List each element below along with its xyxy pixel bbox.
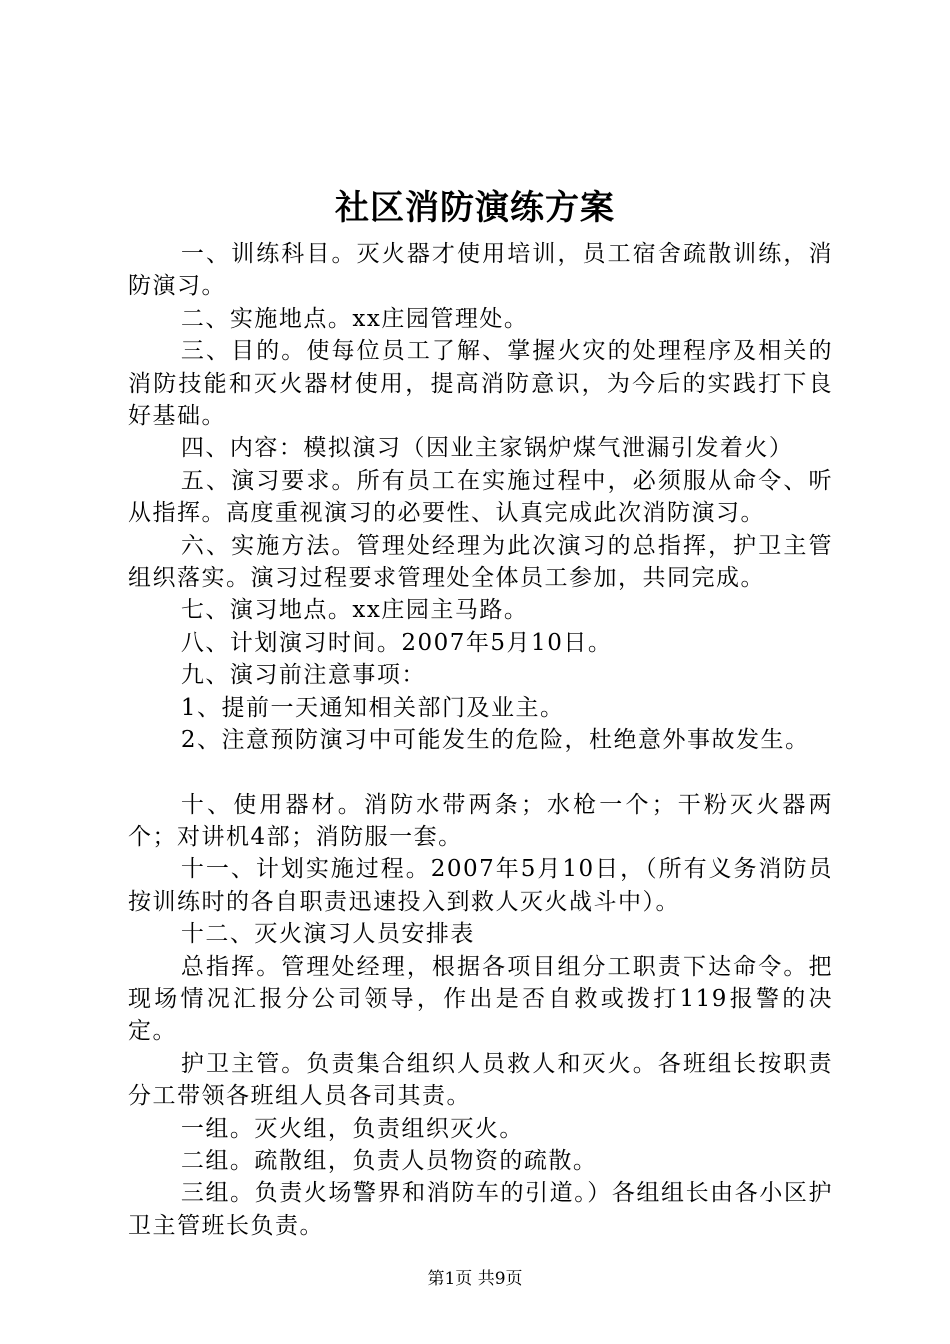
paragraph-group-three: 三组。负责火场警界和消防车的引道。）各组组长由各小区护卫主管班长负责。 xyxy=(128,1180,833,1239)
list-item-prevent-danger: 2、注意预防演习中可能发生的危险，杜绝意外事故发生。 xyxy=(180,727,810,754)
document-body xyxy=(128,238,833,1242)
paragraph-staff-arrangement: 十二、灭火演习人员安排表 xyxy=(180,921,475,948)
paragraph-implementation: 十一、计划实施过程。2007年5月10日，（所有义务消防员按训练时的各自职责迅速投入到救人灭火战斗中）。 xyxy=(128,856,833,915)
paragraph-method: 六、实施方法。管理处经理为此次演习的总指挥，护卫主管组织落实。演习过程要求管理处全体员工参加，共同完成。 xyxy=(128,532,833,592)
paragraph-group-two: 二组。疏散组，负责人员物资的疏散。 xyxy=(180,1147,598,1174)
paragraph-purpose: 三、目的。使每位员工了解、掌握火灾的处理程序及相关的消防技能和灭火器材使用，提高消防意识，为今后的实践打下良好基础。 xyxy=(128,338,833,430)
list-item-notify: 1、提前一天通知相关部门及业主。 xyxy=(180,694,565,721)
document-title: 社区消防演练方案 xyxy=(335,188,615,228)
paragraph-precautions: 九、演习前注意事项： xyxy=(180,662,426,689)
paragraph-commander: 总指挥。管理处经理，根据各项目组分工职责下达命令。把现场情况汇报分公司领导，作出是否自救或拨打119报警的决定。 xyxy=(128,953,833,1045)
paragraph-requirements: 五、演习要求。所有员工在实施过程中，必须服从命令、听从指挥。高度重视演习的必要性、认真完成此次消防演习。 xyxy=(128,467,833,527)
blank-line xyxy=(128,757,833,789)
paragraph-training-subjects: 一、训练科目。灭火器才使用培训，员工宿舍疏散训练，消防演习。 xyxy=(128,241,833,300)
paragraph-drill-location: 七、演习地点。xx庄园主马路。 xyxy=(180,597,529,624)
page-footer: 第1页 共9页 xyxy=(427,1269,523,1289)
paragraph-guard-supervisor: 护卫主管。负责集合组织人员救人和灭火。各班组长按职责分工带领各班组人员各司其责。 xyxy=(128,1050,833,1110)
paragraph-content: 四、内容：模拟演习（因业主家锅炉煤气泄漏引发着火） xyxy=(180,435,794,462)
paragraph-equipment: 十、使用器材。消防水带两条；水枪一个；干粉灭火器两个；对讲机4部；消防服一套。 xyxy=(128,791,833,850)
paragraph-location: 二、实施地点。xx庄园管理处。 xyxy=(180,305,529,332)
paragraph-drill-time: 八、计划演习时间。2007年5月10日。 xyxy=(180,629,613,656)
paragraph-group-one: 一组。灭火组，负责组织灭火。 xyxy=(180,1115,524,1142)
